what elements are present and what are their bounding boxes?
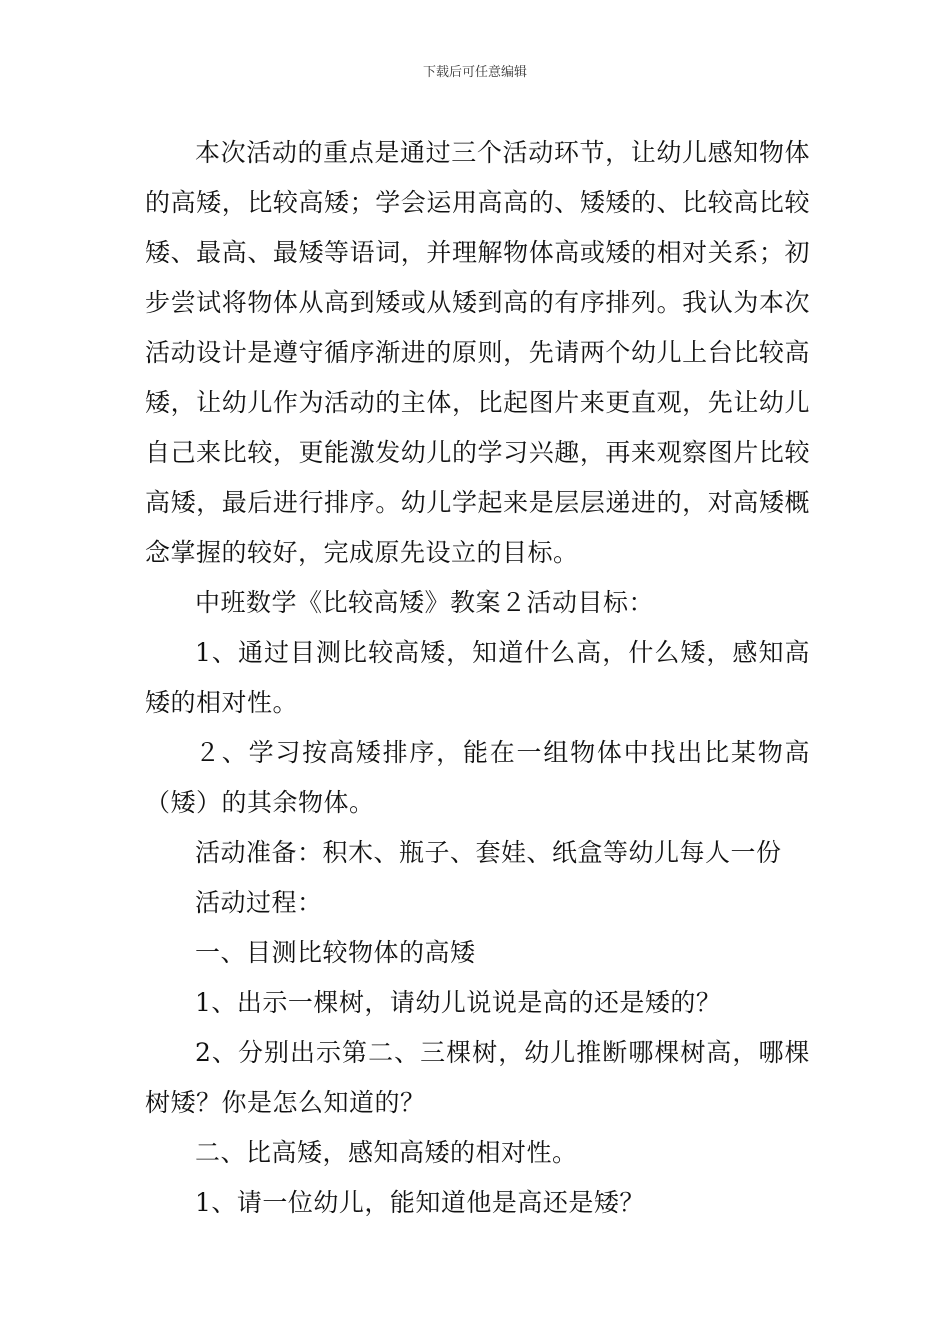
paragraph-step-1-1: 1、出示一棵树，请幼儿说说是高的还是矮的？	[195, 988, 722, 1017]
paragraph-section-2-heading: 二、比高矮，感知高矮的相对性。	[195, 1138, 578, 1167]
page-header: 下载后可任意编辑	[422, 65, 527, 80]
paragraph-goal-2: ２、学习按高矮排序，能在一组物体中找出比某物高（矮）的其余物体。	[145, 738, 810, 817]
paragraph-section-1-heading: 一、目测比较物体的高矮	[195, 938, 476, 967]
paragraph-activity-focus: 本次活动的重点是通过三个活动环节，让幼儿感知物体的高矮，比较高矮；学会运用高高的、矮矮的、比较高比较矮、最高、最矮等语词，并理解物体高或矮的相对关系；初步尝试将物体从高到矮或从矮到高的有序排列。我认为本次活动设计是遵守循序渐进的原则，先请两个幼儿上台比较高矮，让幼儿作为活动的主体，比起图片来更直观，先让幼儿自己来比较，更能激发幼儿的学习兴趣，再来观察图片比较高矮，最后进行排序。幼儿学起来是层层递进的，对高矮概念掌握的较好，完成原先设立的目标。	[145, 138, 810, 567]
paragraph-goal-1: 1、通过目测比较高矮，知道什么高，什么矮，感知高矮的相对性。	[145, 638, 810, 717]
document-body	[145, 128, 810, 1228]
paragraph-lesson-title: 中班数学《比较高矮》教案２活动目标：	[195, 588, 655, 617]
paragraph-process-heading: 活动过程：	[195, 888, 323, 917]
paragraph-step-1-2: 2、分别出示第二、三棵树，幼儿推断哪棵树高，哪棵树矮？你是怎么知道的？	[145, 1038, 810, 1117]
paragraph-step-2-1: 1、请一位幼儿，能知道他是高还是矮？	[195, 1188, 645, 1217]
paragraph-materials: 活动准备：积木、瓶子、套娃、纸盒等幼儿每人一份	[195, 838, 782, 867]
